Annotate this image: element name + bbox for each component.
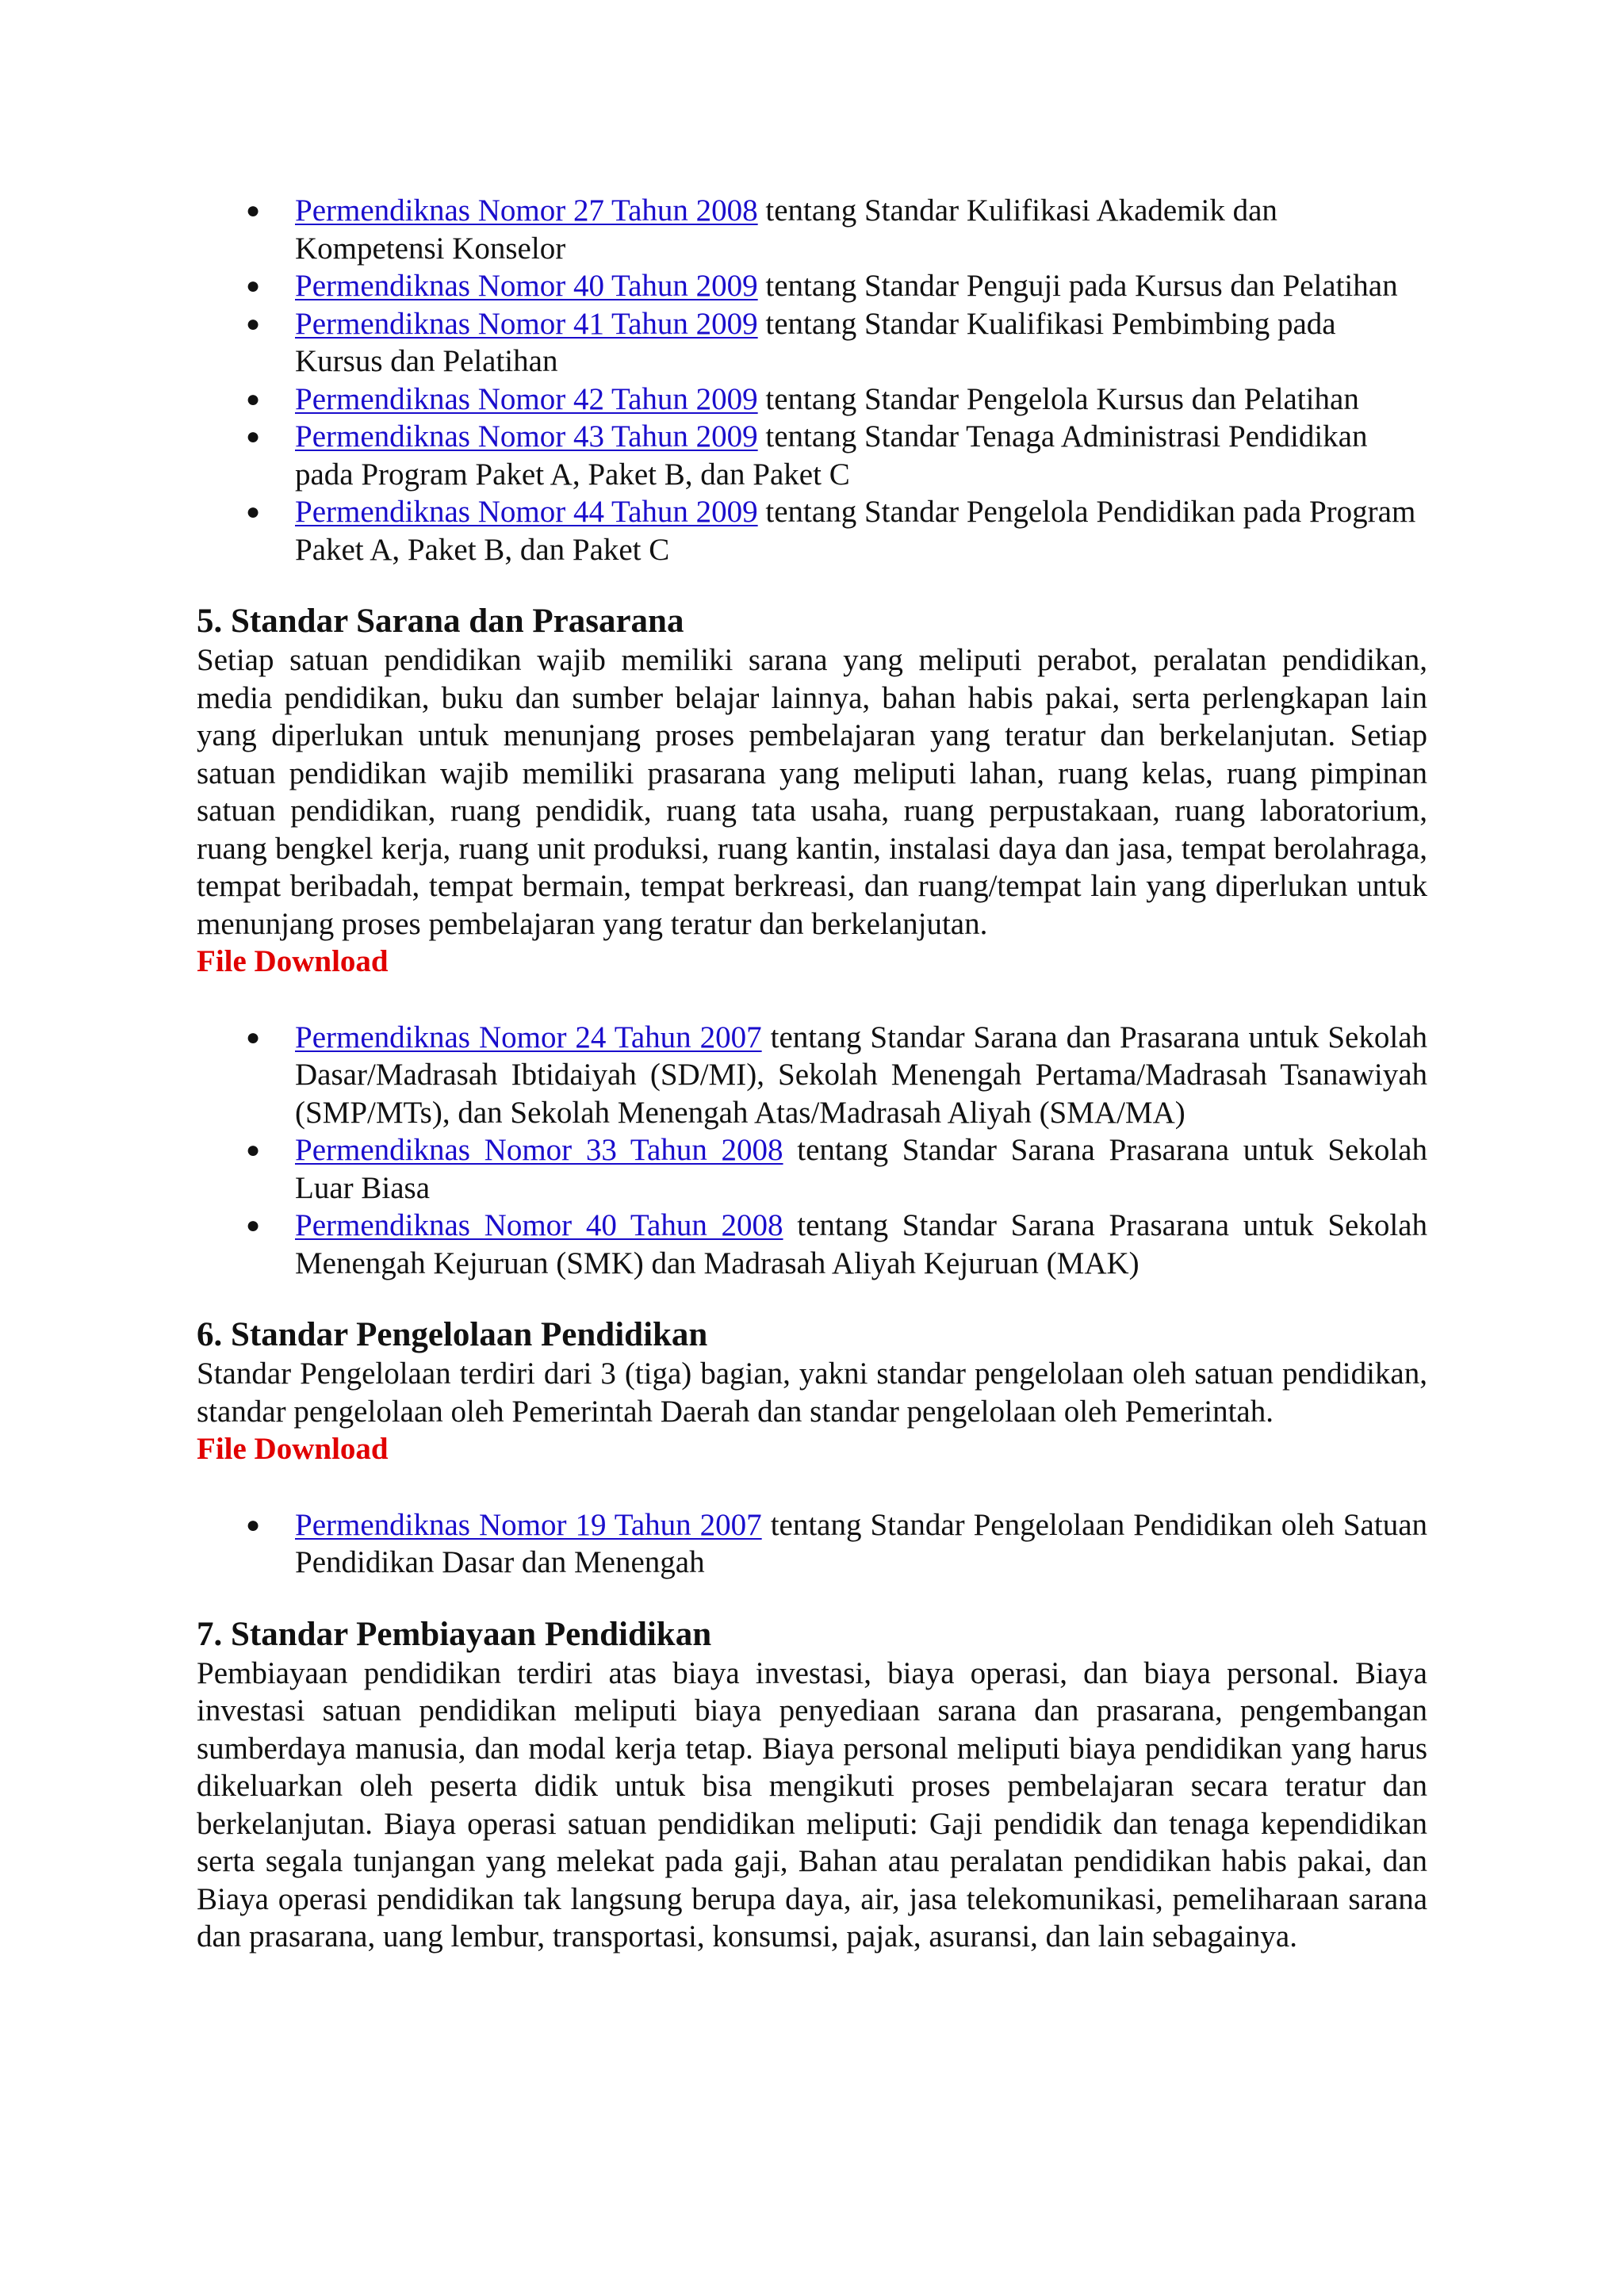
regulation-link[interactable]: Permendiknas Nomor 40 Tahun 2008 xyxy=(295,1208,783,1242)
list-item xyxy=(246,305,1427,381)
bullet-icon: ● xyxy=(246,273,261,299)
section-6-file-download-label: File Download xyxy=(197,1432,389,1466)
bullet-icon: ● xyxy=(246,1511,261,1538)
list-item-text: tentang Standar Sarana Prasarana untuk Sekolah Menengah Kejuruan (SMK) dan Madrasah Aliyah Kejuruan (MAK) xyxy=(295,1208,1427,1280)
list-item-text: tentang Standar Tenaga Administrasi Pendidikan pada Program Paket A, Paket B, dan Paket C xyxy=(295,419,1368,492)
section-7-title: 7. Standar Pembiayaan Pendidikan xyxy=(197,1615,712,1653)
list-item xyxy=(246,192,1427,267)
list-item xyxy=(246,418,1427,493)
regulation-link[interactable]: Permendiknas Nomor 41 Tahun 2009 xyxy=(295,306,758,341)
regulation-link[interactable]: Permendiknas Nomor 42 Tahun 2009 xyxy=(295,381,758,416)
list-item-text: tentang Standar Sarana Prasarana untuk Sekolah Luar Biasa xyxy=(295,1133,1427,1205)
section-6-regulation-list xyxy=(197,1506,1427,1582)
list-item xyxy=(246,1506,1428,1582)
list-item xyxy=(246,1207,1427,1282)
bullet-icon: ● xyxy=(246,423,261,450)
list-item-text: tentang Standar Pengelola Pendidikan pada Program Paket A, Paket B, dan Paket C xyxy=(295,495,1416,567)
section-5-regulation-list xyxy=(197,1019,1427,1283)
section-5-paragraph: Setiap satuan pendidikan wajib memiliki sarana yang meliputi perabot, peralatan pendidikan, media pendidikan, buku dan sumber belajar lainnya, bahan habis pakai, serta perlengkapan lain yang diperlukan untuk menunjang proses pembelajaran yang teratur dan berkelanjutan. Setiap satuan pendidikan wajib memiliki prasarana yang meliputi lahan, ruang kelas, ruang pimpinan satuan pendidikan, ruang pendidik, ruang tata usaha, ruang perpustakaan, ruang laboratorium, ruang bengkel kerja, ruang unit produksi, ruang kantin, instalasi daya dan jasa, tempat berolahraga, tempat beribadah, tempat bermain, tempat berkreasi, dan ruang/tempat lain yang diperlukan untuk menunjang proses pembelajaran yang teratur dan berkelanjutan. xyxy=(197,643,1427,941)
section-7-paragraph: Pembiayaan pendidikan terdiri atas biaya investasi, biaya operasi, dan biaya personal. Biaya investasi satuan pendidikan meliputi biaya penyediaan sarana dan prasarana, pengembangan sumberdaya manusia, dan modal kerja tetap. Biaya personal meliputi biaya pendidikan yang harus dikeluarkan oleh peserta didik untuk bisa mengikuti proses pembelajaran secara teratur dan berkelanjutan. Biaya operasi satuan pendidikan meliputi: Gaji pendidik dan tenaga kependidikan serta segala tunjangan yang melekat pada gaji, Bahan atau peralatan pendidikan habis pakai, dan Biaya operasi pendidikan tak langsung berupa daya, air, jasa telekomunikasi, pemeliharaan sarana dan prasarana, uang lembur, transportasi, konsumsi, pajak, asuransi, dan lain sebagainya. xyxy=(197,1655,1427,1954)
list-item xyxy=(246,381,1427,419)
regulation-link[interactable]: Permendiknas Nomor 40 Tahun 2009 xyxy=(295,269,758,303)
bullet-icon: ● xyxy=(246,1137,261,1163)
regulation-link[interactable]: Permendiknas Nomor 43 Tahun 2009 xyxy=(295,419,758,453)
regulation-link[interactable]: Permendiknas Nomor 27 Tahun 2008 xyxy=(295,193,758,228)
list-item xyxy=(246,493,1427,568)
list-item-text: tentang Standar Penguji pada Kursus dan Pelatihan xyxy=(765,269,1398,303)
bullet-icon: ● xyxy=(246,197,261,224)
list-item-text: tentang Standar Sarana dan Prasarana untuk Sekolah Dasar/Madrasah Ibtidaiyah (SD/MI), Sekolah Menengah Pertama/Madrasah Tsanawiyah (SMP/MTs), dan Sekolah Menengah Atas/Madrasah Aliyah (SMA/MA) xyxy=(295,1020,1428,1130)
regulation-list-top xyxy=(197,192,1427,568)
section-5-file-download-label: File Download xyxy=(197,944,389,978)
list-item-text: tentang Standar Pengelola Kursus dan Pelatihan xyxy=(765,381,1359,416)
regulation-link[interactable]: Permendiknas Nomor 33 Tahun 2008 xyxy=(295,1133,783,1167)
bullet-icon: ● xyxy=(246,499,261,525)
section-6-paragraph: Standar Pengelolaan terdiri dari 3 (tiga) bagian, yakni standar pengelolaan oleh satuan pendidikan, standar pengelolaan oleh Pemerintah Daerah dan standar pengelolaan oleh Pemerintah. xyxy=(197,1357,1427,1429)
bullet-icon: ● xyxy=(246,310,261,337)
bullet-icon: ● xyxy=(246,385,261,412)
regulation-link[interactable]: Permendiknas Nomor 24 Tahun 2007 xyxy=(295,1020,762,1054)
bullet-icon: ● xyxy=(246,1212,261,1238)
list-item xyxy=(246,1019,1428,1132)
list-item xyxy=(246,267,1427,305)
section-5-title: 5. Standar Sarana dan Prasarana xyxy=(197,603,684,640)
section-6-title: 6. Standar Pengelolaan Pendidikan xyxy=(197,1316,708,1353)
bullet-icon: ● xyxy=(246,1024,261,1050)
regulation-link[interactable]: Permendiknas Nomor 19 Tahun 2007 xyxy=(295,1507,762,1542)
list-item-text: tentang Standar Pengelolaan Pendidikan oleh Satuan Pendidikan Dasar dan Menengah xyxy=(295,1507,1428,1579)
regulation-link[interactable]: Permendiknas Nomor 44 Tahun 2009 xyxy=(295,495,758,529)
list-item xyxy=(246,1131,1427,1207)
list-item-text: tentang Standar Kualifikasi Pembimbing pada Kursus dan Pelatihan xyxy=(295,306,1336,378)
list-item-text: tentang Standar Kulifikasi Akademik dan Kompetensi Konselor xyxy=(295,193,1277,266)
